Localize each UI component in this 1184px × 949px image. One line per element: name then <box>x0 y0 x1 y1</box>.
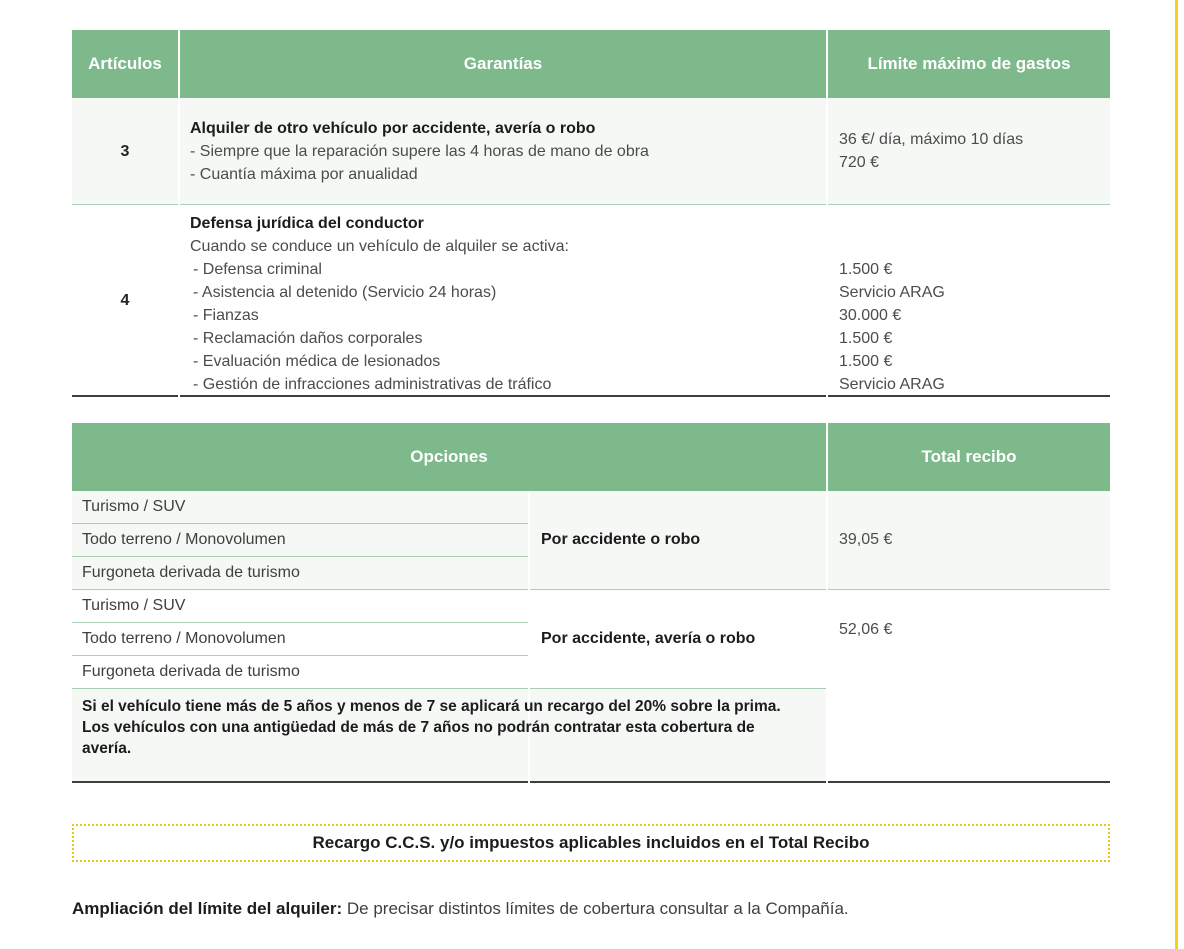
document-content <box>72 30 1110 919</box>
ampliacion-footer <box>72 899 1110 919</box>
ccs-surcharge-banner <box>72 824 1110 862</box>
limite-value: 720 € <box>839 154 880 171</box>
col-header-garantias: Garantías <box>180 30 826 98</box>
limite-value: Servicio ARAG <box>839 376 945 393</box>
col-header-total-recibo: Total recibo <box>828 423 1110 491</box>
garantia-line: - Siempre que la reparación supere las 4 horas de mano de obra <box>190 142 649 160</box>
garantia-title: Defensa jurídica del conductor <box>190 215 424 232</box>
option-cell: Por accidente, avería o robo <box>530 590 826 689</box>
garantia-line: - Reclamación daños corporales <box>193 330 423 347</box>
limite-cell <box>828 205 1110 397</box>
col-header-limite-maximo: Límite máximo de gastos <box>828 30 1110 98</box>
table-row-articulo-4 <box>72 205 1110 397</box>
garantia-intro: Cuando se conduce un vehículo de alquiler se activa: <box>190 238 569 255</box>
col-header-articulos: Artículos <box>72 30 178 98</box>
opciones-table <box>72 423 1110 783</box>
limite-value: 1.500 € <box>839 261 893 278</box>
garantias-table <box>72 30 1110 397</box>
articulo-number: 4 <box>72 205 178 397</box>
vehicle-type-cell: Todo terreno / Monovolumen <box>72 623 528 656</box>
articulo-number: 3 <box>72 98 178 205</box>
limite-value: Servicio ARAG <box>839 284 945 301</box>
garantia-line: - Evaluación médica de lesionados <box>193 353 441 370</box>
limite-cell <box>828 98 1110 205</box>
vehicle-type-cell: Turismo / SUV <box>72 590 528 623</box>
ccs-surcharge-banner-text: Recargo C.C.S. y/o impuestos aplicables incluidos en el Total Recibo <box>312 833 870 852</box>
limite-value: 1.500 € <box>839 353 893 370</box>
garantia-cell <box>180 205 826 397</box>
surcharge-note-line: Los vehículos con una antigüedad de más de 7 años no podrán contratar esta cobertura de avería. <box>82 719 755 757</box>
page-edge-yellow-line <box>1175 0 1178 949</box>
vehicle-type-cell: Todo terreno / Monovolumen <box>72 524 528 557</box>
table-row-articulo-3 <box>72 98 1110 205</box>
opciones-header-row <box>72 423 1110 491</box>
garantia-title: Alquiler de otro vehículo por accidente, avería o robo <box>190 119 596 137</box>
total-recibo-value: 52,06 € <box>828 590 1110 783</box>
garantia-line: - Gestión de infracciones administrativas de tráfico <box>193 376 552 393</box>
ampliacion-footer-label: Ampliación del límite del alquiler: <box>72 899 343 918</box>
option-cell: Por accidente o robo <box>530 491 826 590</box>
garantia-line: - Defensa criminal <box>193 261 322 278</box>
col-header-opciones: Opciones <box>72 423 826 491</box>
garantia-line: - Fianzas <box>193 307 259 324</box>
surcharge-note <box>82 696 792 759</box>
limite-value: 36 €/ día, máximo 10 días <box>839 131 1024 148</box>
vehicle-type-cell: Turismo / SUV <box>72 491 528 524</box>
ampliacion-footer-text: De precisar distintos límites de cobertura consultar a la Compañía. <box>342 899 849 918</box>
limite-value: 1.500 € <box>839 330 893 347</box>
garantias-header-row <box>72 30 1110 98</box>
limite-value: 30.000 € <box>839 307 902 324</box>
garantia-line: - Cuantía máxima por anualidad <box>190 165 418 183</box>
opciones-body <box>72 491 1110 783</box>
vehicle-type-cell: Furgoneta derivada de turismo <box>72 656 528 689</box>
surcharge-note-line: Si el vehículo tiene más de 5 años y menos de 7 se aplicará un recargo del 20% sobre la prima. <box>82 698 781 715</box>
vehicle-type-cell: Furgoneta derivada de turismo <box>72 557 528 590</box>
total-recibo-value: 39,05 € <box>828 491 1110 590</box>
garantia-line: - Asistencia al detenido (Servicio 24 horas) <box>193 284 497 301</box>
garantia-cell <box>180 98 826 205</box>
